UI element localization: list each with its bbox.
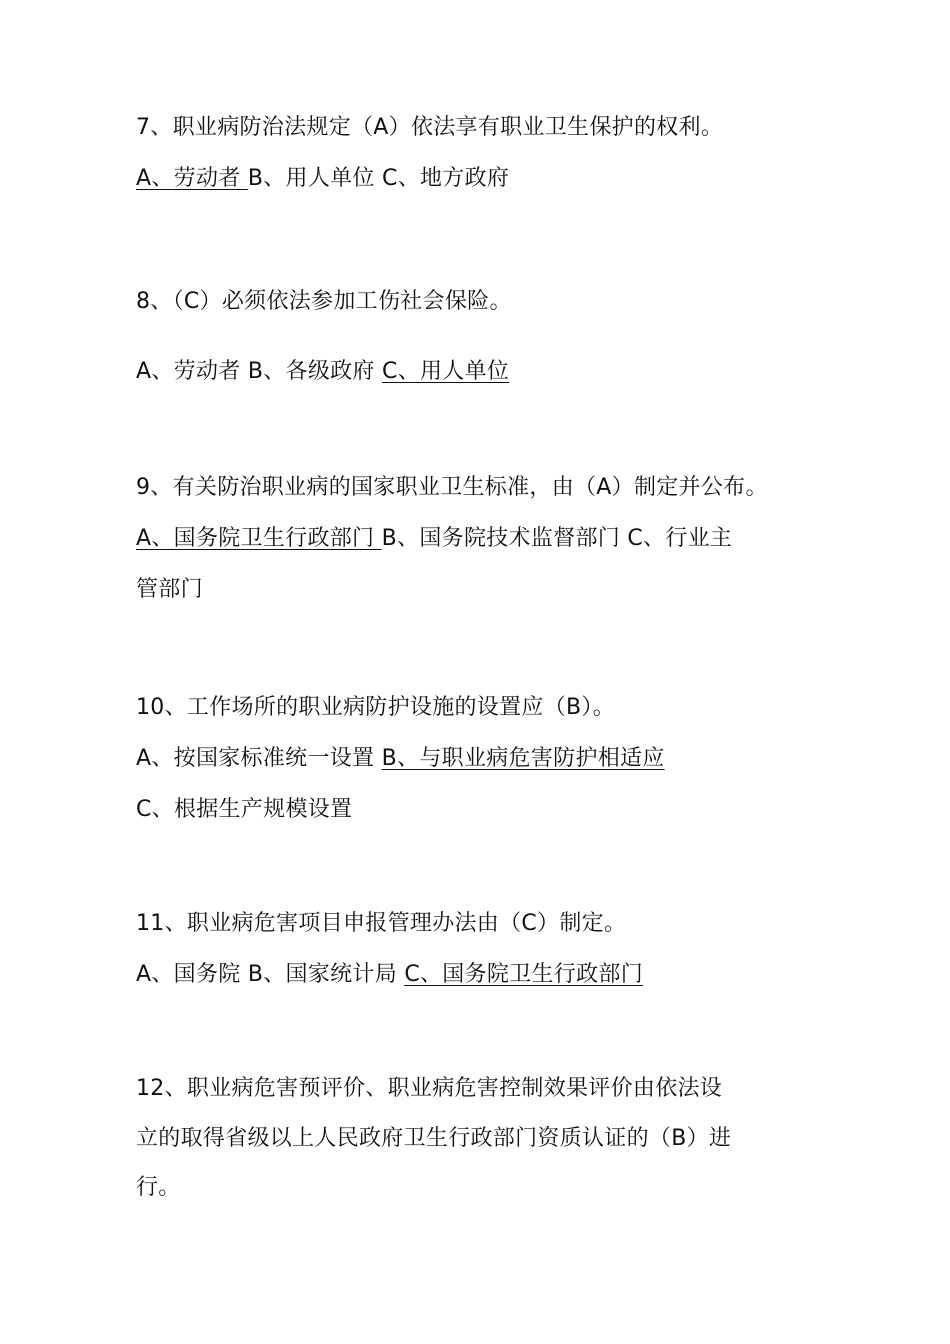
question-9-options	[136, 525, 732, 553]
answer-option: A、国务院 B、国家统计局	[136, 962, 405, 987]
question-stem-text: 11、职业病危害项目申报管理办法由（C）制定。	[136, 911, 627, 936]
answer-option-correct: C、用人单位	[382, 359, 510, 384]
question-stem-text: 行。	[136, 1175, 181, 1200]
question-stem-text: 9、有关防治职业病的国家职业卫生标准，由（A）制定并公布。	[136, 475, 768, 500]
question-10-stem	[136, 694, 615, 722]
question-8-stem	[136, 288, 512, 316]
answer-option: 管部门	[136, 577, 203, 602]
question-stem-text: 8、（C）必须依法参加工伤社会保险。	[136, 289, 512, 314]
question-9-options-cont	[136, 576, 203, 604]
question-7-stem	[136, 114, 723, 142]
question-7-options	[136, 165, 509, 193]
answer-option: A、按国家标准统一设置	[136, 746, 382, 771]
question-stem-text: 12、职业病危害预评价、职业病危害控制效果评价由依法设	[136, 1076, 723, 1101]
answer-option-correct: A、国务院卫生行政部门	[136, 526, 382, 551]
answer-option: B、国务院技术监督部门 C、行业主	[381, 526, 733, 551]
question-11-stem	[136, 910, 626, 938]
answer-option: B、用人单位 C、地方政府	[247, 166, 510, 191]
question-10-options-cont	[136, 796, 352, 824]
question-12-stem-line-2	[136, 1125, 731, 1153]
question-8-options	[136, 358, 509, 386]
answer-option: A、劳动者 B、各级政府	[136, 359, 383, 384]
question-12-stem-line-1	[136, 1075, 722, 1103]
question-11-options	[136, 961, 643, 989]
question-12-stem-line-3	[136, 1174, 181, 1202]
answer-option-correct: C、国务院卫生行政部门	[404, 962, 644, 987]
question-stem-text: 立的取得省级以上人民政府卫生行政部门资质认证的（B）进	[136, 1126, 732, 1151]
question-10-options	[136, 745, 665, 773]
question-stem-text: 10、工作场所的职业病防护设施的设置应（B）。	[136, 695, 615, 720]
answer-option: C、根据生产规模设置	[136, 797, 353, 822]
question-stem-text: 7、职业病防治法规定（A）依法享有职业卫生保护的权利。	[136, 115, 724, 140]
question-9-stem	[136, 474, 768, 502]
answer-option-correct: B、与职业病危害防护相适应	[381, 746, 665, 771]
answer-option-correct: A、劳动者	[136, 166, 248, 191]
